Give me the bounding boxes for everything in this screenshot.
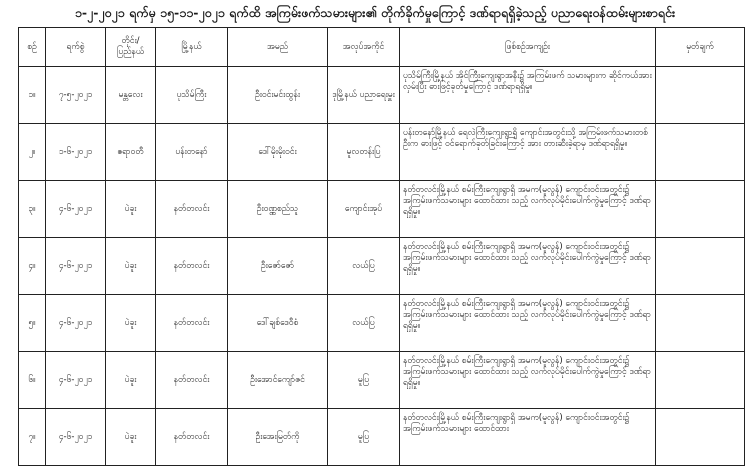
cell-date: ၄-၆-၂၀၂၁ xyxy=(46,352,106,409)
cell-township: ပန်းတနော် xyxy=(156,124,228,181)
cell-name: ဦးဝင်းမင်းထွန်း xyxy=(228,67,328,124)
cell-township: နတ်တလင်း xyxy=(156,352,228,409)
staff-injury-table xyxy=(18,27,745,466)
cell-description: နတ်တလင်းမြို့နယ် စမ်းကြီးကျေးရွာရှိ အမက(မူလွန်) ကျောင်းဝင်းအတွင်း၌ အကြမ်းဖက်သမားများ ထောင်ထား သည့် လက်လုပ်မိုင်းပေါက်ကွဲမှုကြောင့် ဒဏ်ရာရရှိမှု။ xyxy=(400,181,656,238)
cell-description: နတ်တလင်းမြို့နယ် စမ်းကြီးကျေးရွာရှိ အမက(မူလွန်) ကျောင်းဝင်းအတွင်း၌ အကြမ်းဖက်သမားများ ထောင်ထား သည့် လက်လုပ်မိုင်းပေါက်ကွဲမှုကြောင့် ဒဏ်ရာရရှိမှု။ xyxy=(400,295,656,352)
cell-date: ၄-၆-၂၀၂၁ xyxy=(46,295,106,352)
cell-name: ဒေါ်မိုးမိုးဝင်း xyxy=(228,124,328,181)
cell-date: ၄-၆-၂၀၂၁ xyxy=(46,181,106,238)
cell-job: မူပြ xyxy=(328,352,400,409)
cell-name: ဒေါ်ချစ်ဒေဝီစံ xyxy=(228,295,328,352)
cell-date: ၄-၆-၂၀၂၁ xyxy=(46,238,106,295)
table-row xyxy=(19,67,745,124)
cell-region: ပဲခူး xyxy=(106,181,156,238)
cell-note xyxy=(656,238,745,295)
cell-township: နတ်တလင်း xyxy=(156,181,228,238)
col-header-description: ဖြစ်စဉ်အကျဉ်း xyxy=(400,28,656,67)
cell-township: နတ်တလင်း xyxy=(156,409,228,466)
cell-region: ပဲခူး xyxy=(106,409,156,466)
table-row xyxy=(19,124,745,181)
table-row xyxy=(19,295,745,352)
cell-job: လယ်ပြ xyxy=(328,238,400,295)
cell-note xyxy=(656,409,745,466)
cell-name: ဦးဇော်ဇော် xyxy=(228,238,328,295)
cell-note xyxy=(656,295,745,352)
col-header-note: မှတ်ချက် xyxy=(656,28,745,67)
cell-job: လယ်ပြ xyxy=(328,295,400,352)
cell-note xyxy=(656,124,745,181)
cell-no: ၁။ xyxy=(19,67,46,124)
cell-no: ၄။ xyxy=(19,238,46,295)
cell-description: နတ်တလင်းမြို့နယ် စမ်းကြီးကျေးရွာရှိ အမက(မူလွန်) ကျောင်းဝင်းအတွင်း၌ အကြမ်းဖက်သမားများ ထောင်ထား သည့် လက်လုပ်မိုင်းပေါက်ကွဲမှုကြောင့် ဒဏ်ရာရရှိမှု။ xyxy=(400,352,656,409)
cell-job: မူလတန်းပြ xyxy=(328,124,400,181)
cell-no: ၇။ xyxy=(19,409,46,466)
cell-township: နတ်တလင်း xyxy=(156,238,228,295)
col-header-township: မြို့နယ် xyxy=(156,28,228,67)
cell-date: ၄-၆-၂၀၂၁ xyxy=(46,409,106,466)
cell-description: ပန်းတနော်မြို့နယ် ရေလဲကြီးကျေးရွာရှိ ကျောင်းအတွင်းသို့ အကြမ်းဖက်သမားတစ်ဦးက ဓားဖြင့် ဝင်ရောက်ခုတ်ခြင်းကြောင့် အား တားဆီးခဲ့ရာမှ ဒဏ်ရာရရှိမှု။ xyxy=(400,124,656,181)
cell-name: ဦးအောင်ကျော်ဇင် xyxy=(228,352,328,409)
cell-region: မန္တလေး xyxy=(106,67,156,124)
cell-region: ပဲခူး xyxy=(106,352,156,409)
col-header-region: တိုင်း/ ပြည်နယ် xyxy=(106,28,156,67)
cell-job: ကျောင်းအုပ် xyxy=(328,181,400,238)
col-header-no: စဉ် xyxy=(19,28,46,67)
cell-no: ၆။ xyxy=(19,352,46,409)
cell-description: နတ်တလင်းမြို့နယ် စမ်းကြီးကျေးရွာရှိ အမက(မူလွန်) ကျောင်းဝင်းအတွင်း၌ အကြမ်းဖက်သမားများ ထောင်ထား xyxy=(400,409,656,466)
cell-date: ၇-၅-၂၀၂၁ xyxy=(46,67,106,124)
cell-township: ပုသိမ်ကြီး xyxy=(156,67,228,124)
cell-no: ၃။ xyxy=(19,181,46,238)
cell-note xyxy=(656,352,745,409)
cell-date: ၁-၆-၂၀၂၁ xyxy=(46,124,106,181)
cell-note xyxy=(656,181,745,238)
table-row xyxy=(19,352,745,409)
table-row xyxy=(19,409,745,466)
cell-description: ပုသိမ်ကြီးမြို့နယ် အိုင်ကြီးကျေးရွာအနီး၌ အကြမ်းဖက် သမားများက ဆိုင်ကယ်အား လှမ်းပြီး ဓားဖြင့်ခုတ်မှုကြောင့် ဒဏ်ရာရရှိမှု။ xyxy=(400,67,656,124)
document-title: ၁-၂-၂၀၂၁ ရက်မှ ၁၅-၁၁-၂၀၂၁ ရက်ထိ အကြမ်းဖက်သမားများ၏ တိုက်ခိုက်မှုကြောင့် ဒဏ်ရာရရှိခဲ့သည့် ပညာရေးဝန်ထမ်းများစာရင်း xyxy=(74,5,676,20)
col-header-name: အမည် xyxy=(228,28,328,67)
cell-note xyxy=(656,67,745,124)
cell-job: ဒုမြို့နယ် ပညာရေးမှူး xyxy=(328,67,400,124)
table-header-row xyxy=(19,28,745,67)
cell-job: မူပြ xyxy=(328,409,400,466)
table-row xyxy=(19,181,745,238)
cell-name: ဦးအေးမြတ်ကို xyxy=(228,409,328,466)
cell-no: ၂။ xyxy=(19,124,46,181)
col-header-job: အလုပ်အကိုင် xyxy=(328,28,400,67)
col-header-date: ရက်စွဲ xyxy=(46,28,106,67)
cell-description: နတ်တလင်းမြို့နယ် စမ်းကြီးကျေးရွာရှိ အမက(မူလွန်) ကျောင်းဝင်းအတွင်း၌ အကြမ်းဖက်သမားများ ထောင်ထား သည့် လက်လုပ်မိုင်းပေါက်ကွဲမှုကြောင့် ဒဏ်ရာရရှိမှု။ xyxy=(400,238,656,295)
table-row xyxy=(19,238,745,295)
cell-region: ပဲခူး xyxy=(106,238,156,295)
cell-township: နတ်တလင်း xyxy=(156,295,228,352)
cell-name: ဦးဝဏ္ဏစည်သူ xyxy=(228,181,328,238)
cell-region: ဧရာဝတီ xyxy=(106,124,156,181)
cell-region: ပဲခူး xyxy=(106,295,156,352)
cell-no: ၅။ xyxy=(19,295,46,352)
